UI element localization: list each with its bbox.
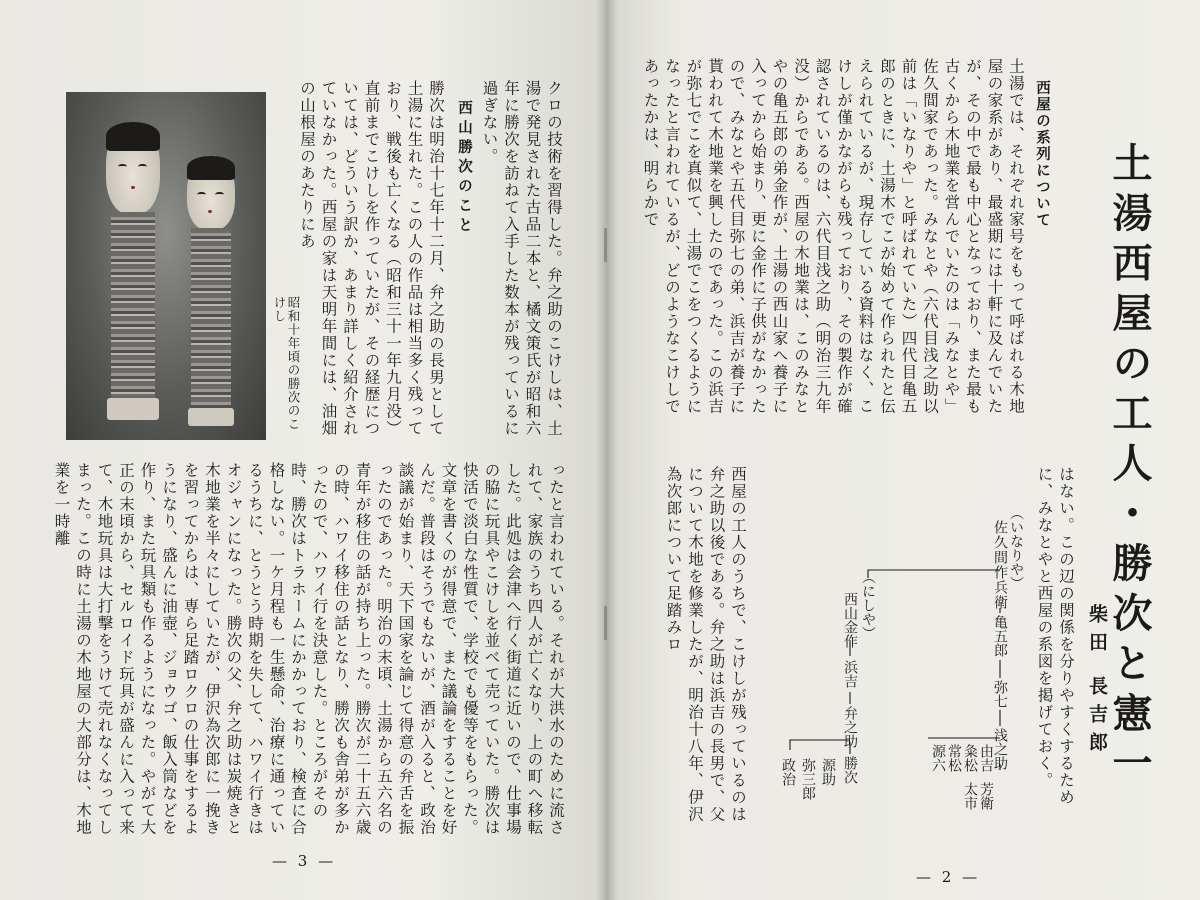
genealogy-label-nishiya: （にしや） bbox=[860, 570, 876, 640]
genealogy-katsuji: 勝次 bbox=[842, 756, 858, 784]
page-number-2: — 2 — bbox=[916, 868, 981, 886]
genealogy-yasaburo: 弥三郎 bbox=[800, 758, 816, 800]
staple-bottom bbox=[604, 606, 607, 640]
genealogy-kamegoro: 亀五郎 bbox=[992, 615, 1008, 657]
author-name: 柴田 長吉郎 bbox=[1086, 604, 1108, 760]
genealogy-chart bbox=[750, 500, 1030, 810]
genealogy-grand-3: 太市 bbox=[962, 782, 978, 810]
genealogy-masaji: 政治 bbox=[780, 758, 796, 786]
genealogy-child-1: 由吉 bbox=[978, 744, 994, 772]
section-heading-nishiya: 西屋の系列について bbox=[1034, 80, 1050, 229]
genealogy-root: 佐久間作兵衛 bbox=[992, 520, 1008, 610]
kokeshi-photo bbox=[66, 92, 266, 440]
page-number-3: — 3 — bbox=[272, 852, 337, 870]
genealogy-child-2: 粂松 bbox=[962, 744, 978, 772]
gutter-shadow bbox=[596, 0, 618, 900]
genealogy-bennosuke: 弁之助 bbox=[842, 706, 858, 748]
kokeshi-doll-large bbox=[102, 122, 164, 422]
genealogy-asanosuke: 浅之助 bbox=[992, 728, 1008, 770]
section-heading-katsuji: 西山勝次のこと bbox=[456, 100, 472, 237]
kokeshi-doll-small bbox=[184, 156, 238, 426]
staple-top bbox=[604, 228, 607, 262]
page-2 bbox=[606, 0, 1200, 900]
left-lower-text: ったと言われている。それが大洪水のために流されて、家族のうち四人が亡くなり、上の町へ移転した。此処は会津へ行く街道に近いので、仕事場の脇に玩具やこけしを並べて売っていた。勝次は快活で淡白な性質で、学校でも優等をもらった。文章を書くのが得意で、また議論をすることを好んだ。普段はそうでもないが、酒が入ると、政治談議が始まり、天下国家を論じて得意の弁舌を振ったのであった。明治の末頃、土湯から五六名の青年が移住の話が持ち上った。勝次が二十五六歳の時、ハワイ移住の話となり、勝次も舎弟が多かったので、ハワイ行を決意した。ところがその時、勝次はトラホームにかかっており、検査に合格しない。一ケ月程も一生懸命、治療に通っているうちに、とうとう時期を失して、ハワイ行きはオジャンになった。勝次の父、弁之助は炭焼きと木地業を半々にしていたが、伊沢為次郎に一挽きを習ってからは、専ら足踏ロクロの仕事をするようになり、盛んに油壺、ジョウゴ、飯入筒などを作り、また玩具類も作るようになった。やがて大正の末頃から、セルロイド玩具が盛んに入って来て、木地玩具は大打撃をうけて売れなくなってしまった。この時に土湯の木地屋の大部分は、木地業を一時離 bbox=[52, 462, 565, 836]
genealogy-hamakichi: 浜吉 bbox=[842, 660, 858, 688]
genealogy-grand-1: 芳衛 bbox=[978, 782, 994, 810]
left-upper-text-a: クロの技術を習得した。弁之助のこけしは、土湯で発見された古品二本と、橘文策氏が昭和六年に勝次を訪ねて入手した数本が残っているに過ぎない。 bbox=[480, 80, 563, 437]
right-lower-text-b: 西屋の工人のうちで、こけしが残っているのは弁之助以後である。弁之助は浜吉の長男で、父について木地を修業したが、明治十八年、伊沢為次郎について足踏みロ bbox=[664, 466, 747, 823]
right-lower-text-a: はない。この辺の関係を分りやすくするために、みなとやと西屋の系図を掲げておく。 bbox=[1035, 466, 1075, 806]
genealogy-label-inariya: （いなりや） bbox=[1008, 506, 1024, 590]
genealogy-yashichi: 弥七 bbox=[992, 680, 1008, 708]
genealogy-child-4: 源六 bbox=[930, 744, 946, 772]
photo-caption: 昭和十年頃の勝次のこけし bbox=[272, 296, 301, 431]
left-upper-text-b: 勝次は明治十七年十二月、弁之助の長男として土湯に生れた。この人の作品は相当多く残っており、戦後も亡くなる（昭和三十一年九月没）直前までこけしを作っていたが、その経歴については、どういう訳か、あまり詳しく紹介されていなかった。西屋の家は天明年間には、油畑の山根屋のあたりにあ bbox=[298, 80, 445, 437]
genealogy-gensuke: 源助 bbox=[820, 758, 836, 786]
right-upper-text: 土湯では、それぞれ家号をもって呼ばれる木地屋の家系があり、最盛期には十軒に及んでいたが、その中で最も中心となっており、また最も古くから木地業を営んでいたのは「みなとや」佐久間家であった。みなとや（六代目浅之助以前は「いなりや」と呼ばれていた）四代目亀五郎のときに、土湯木でこが始めて作られたと伝えられているが、現存している資料はなく、こけしが僅かながらも残っており、その製作が確認されているのは、六代目浅之助（明治三九年没）からである。西屋の木地業は、このみなとやの亀五郎の弟金作が、土湯の西山家へ養子に入ってから始まり、更に金作に子供がなかったので、みなとや五代目弥七の弟、浜吉が養子に貰われて木地業を興したのであった。この浜吉が弥七でこを真似て、土湯でこをつくるようになったと言われているが、どのようなこけしであったかは、明らかで bbox=[641, 58, 1025, 415]
article-title: 土湯西屋の工人・勝次と憲一 bbox=[1106, 142, 1152, 792]
genealogy-child-3: 常松 bbox=[946, 744, 962, 772]
genealogy-kinsaku: 西山金作 bbox=[842, 592, 858, 648]
